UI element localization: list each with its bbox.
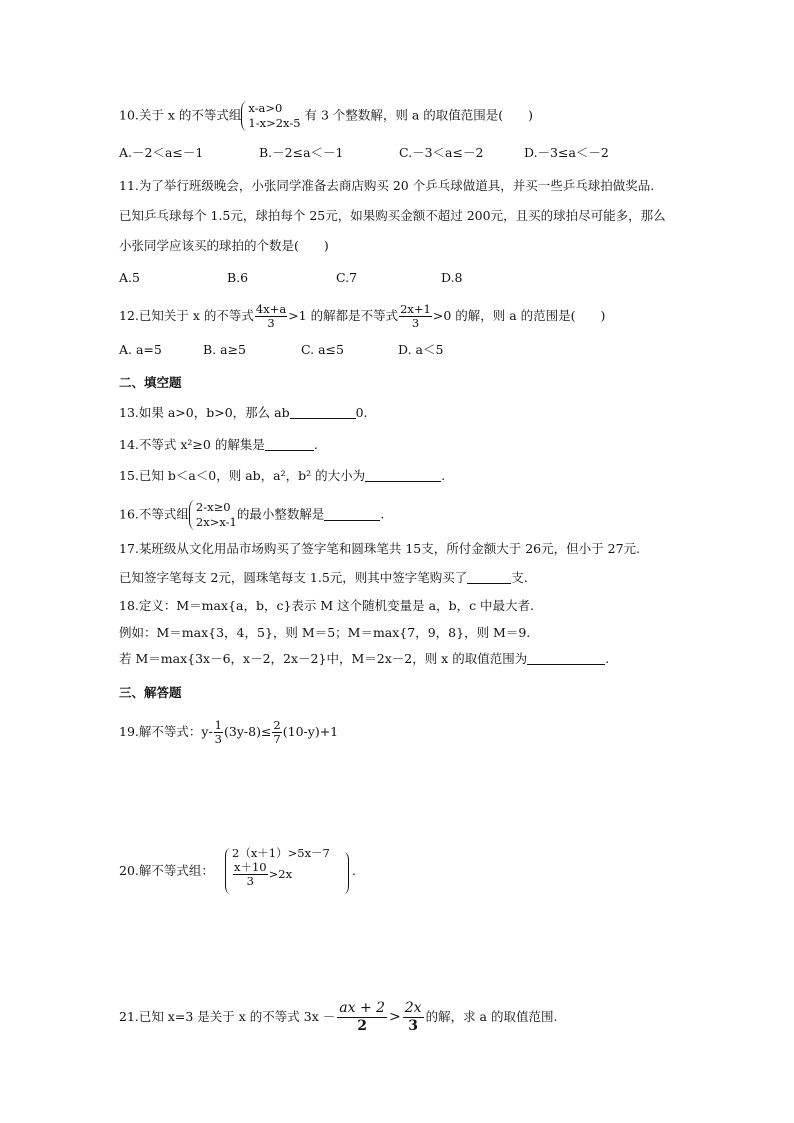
q11-line1: 11.为了举行班级晚会，小张同学准备去商店购买 20 个乒乓球做道具，并买一些乒乓球拍做奖品.	[119, 178, 655, 193]
q12-option-a: A. a=5	[119, 342, 162, 357]
q20-row1: 2（x＋1）>5x－7	[232, 846, 330, 860]
q21-f1-denominator: 2	[357, 1018, 368, 1034]
q21-tail: 的解，求 a 的取值范围.	[425, 1009, 558, 1024]
q17-line1: 17.某班级从文化用品市场购买了签字笔和圆珠笔共 15支，所付金额大于 26元，但小于 27元.	[119, 541, 640, 556]
q12-f2-numerator: 2x+1	[400, 302, 431, 316]
q10-option-c: C.－3＜a≤－2	[399, 145, 484, 160]
q10-option-d: D.－3≤a＜－2	[524, 145, 609, 160]
q10-stem: 10.关于 x 的不等式组	[119, 107, 242, 123]
section-answer-heading: 三、解答题	[119, 685, 182, 700]
q11-option-b: B.6	[227, 270, 249, 285]
question-14	[119, 436, 318, 454]
q20-row2	[232, 861, 292, 888]
q12-f2-denominator: 3	[411, 316, 420, 330]
q12-f1-numerator: 4x+a	[255, 302, 287, 316]
q12-stem: 12.已知关于 x 的不等式	[119, 308, 254, 323]
q18-line2: 例如：M＝max{3，4，5}，则 M＝5；M＝max{7，9，8}，则 M＝9.	[119, 625, 531, 640]
q11-line2: 已知乒乓球每个 1.5元，球拍每个 25元，如果购买金额不超过 200元，且买的球拍尽可能多，那么	[119, 208, 666, 223]
q15-blank	[365, 467, 441, 482]
q11-option-d: D.8	[441, 270, 463, 285]
q21-stem: 21.已知 x=3 是关于 x 的不等式 3x －	[119, 1009, 336, 1024]
q11-option-a: A.5	[119, 270, 140, 285]
q16-tail: .	[380, 506, 385, 522]
q13-tail: 0.	[355, 405, 368, 420]
q19-f1-numerator: 1	[214, 718, 222, 732]
q10-row1: x-a>0	[248, 101, 283, 115]
q14-blank	[265, 436, 314, 451]
q19-fraction-1	[214, 719, 223, 746]
q19-fraction-2	[272, 719, 281, 746]
q12-mid: >1 的解都是不等式	[288, 308, 399, 323]
q16-mid: 的最小整数解是	[236, 506, 325, 522]
q19-f2-numerator: 2	[273, 718, 281, 732]
question-16	[119, 500, 384, 530]
q19-mid: (3y-8)≤	[224, 724, 272, 739]
question-21	[119, 1000, 557, 1035]
q18-stem: 若 M＝max{3x－6，x－2，2x－2}中，M＝2x－2，则 x 的取值范围为	[119, 651, 528, 666]
q12-option-b: B. a≥5	[203, 342, 247, 357]
q13-stem: 13.如果 a>0，b>0，那么 ab	[119, 405, 290, 420]
q16-system	[189, 500, 237, 530]
q11-line3: 小张同学应该买的球拍的个数是( )	[119, 238, 329, 253]
q21-greater: >	[389, 1009, 401, 1025]
q16-stem: 16.不等式组	[119, 506, 189, 522]
q12-fraction-2	[399, 303, 432, 330]
q21-fraction-2	[403, 1000, 424, 1035]
q17-line2	[119, 569, 528, 587]
q16-row1: 2-x≥0	[195, 500, 231, 514]
q10-tail: 有 3 个整数解，则 a 的取值范围是( )	[300, 107, 534, 123]
q16-row2: 2x>x-1	[195, 515, 237, 529]
q20-stem: 20.解不等式组：	[119, 863, 214, 878]
q21-f2-numerator: 2x	[404, 1000, 422, 1016]
q21-fraction-1	[337, 1000, 387, 1035]
q10-row2: 1-x>2x-5	[248, 116, 301, 130]
q12-fraction-1	[255, 303, 287, 330]
question-13	[119, 404, 368, 422]
q19-stem: 19.解不等式：y-	[119, 724, 213, 739]
q10-option-a: A.－2＜a≤－1	[119, 145, 204, 160]
question-10	[119, 101, 533, 131]
q19-tail: (10-y)+1	[282, 724, 339, 739]
question-19	[119, 719, 338, 746]
q14-tail: .	[313, 437, 318, 452]
q19-f2-denominator: 7	[273, 732, 281, 746]
q18-blank	[527, 650, 605, 665]
q20-denominator: 3	[246, 874, 254, 888]
q17-blank	[467, 569, 511, 584]
q10-option-b: B.－2≤a＜－1	[259, 145, 344, 160]
q21-f2-denominator: 3	[408, 1018, 419, 1034]
q17-tail: 支.	[511, 570, 528, 585]
q20-numerator: x＋10	[234, 860, 267, 874]
question-12	[119, 303, 605, 330]
q11-option-c: C.7	[336, 270, 358, 285]
section-fill-in-heading: 二、填空题	[119, 375, 182, 390]
q20-row2-tail: >2x	[268, 867, 293, 881]
q12-option-c: C. a≤5	[301, 342, 344, 357]
q12-option-d: D. a＜5	[398, 342, 444, 357]
q15-tail: .	[441, 468, 446, 483]
q14-stem: 14.不等式 x²≥0 的解集是	[119, 437, 265, 452]
q16-blank	[324, 506, 380, 521]
q18-line1: 18.定义：M＝max{a，b，c}表示 M 这个随机变量是 a，b，c 中最大者.	[119, 598, 535, 613]
q20-system	[225, 846, 349, 894]
q10-system	[241, 101, 300, 131]
q19-f1-denominator: 3	[214, 732, 222, 746]
q13-blank	[290, 404, 356, 419]
q20-fraction	[233, 861, 268, 888]
q15-stem: 15.已知 b＜a＜0，则 ab，a²，b² 的大小为	[119, 468, 366, 483]
q17-stem: 已知签字笔每支 2元，圆珠笔每支 1.5元，则其中签字笔购买了	[119, 570, 468, 585]
question-15	[119, 467, 445, 485]
q18-line3	[119, 650, 609, 668]
q12-f1-denominator: 3	[267, 316, 275, 330]
q12-tail: >0 的解，则 a 的范围是( )	[432, 308, 606, 323]
q20-period: .	[352, 863, 356, 878]
q21-f1-numerator: ax + 2	[339, 1000, 386, 1016]
q18-tail: .	[605, 651, 610, 666]
